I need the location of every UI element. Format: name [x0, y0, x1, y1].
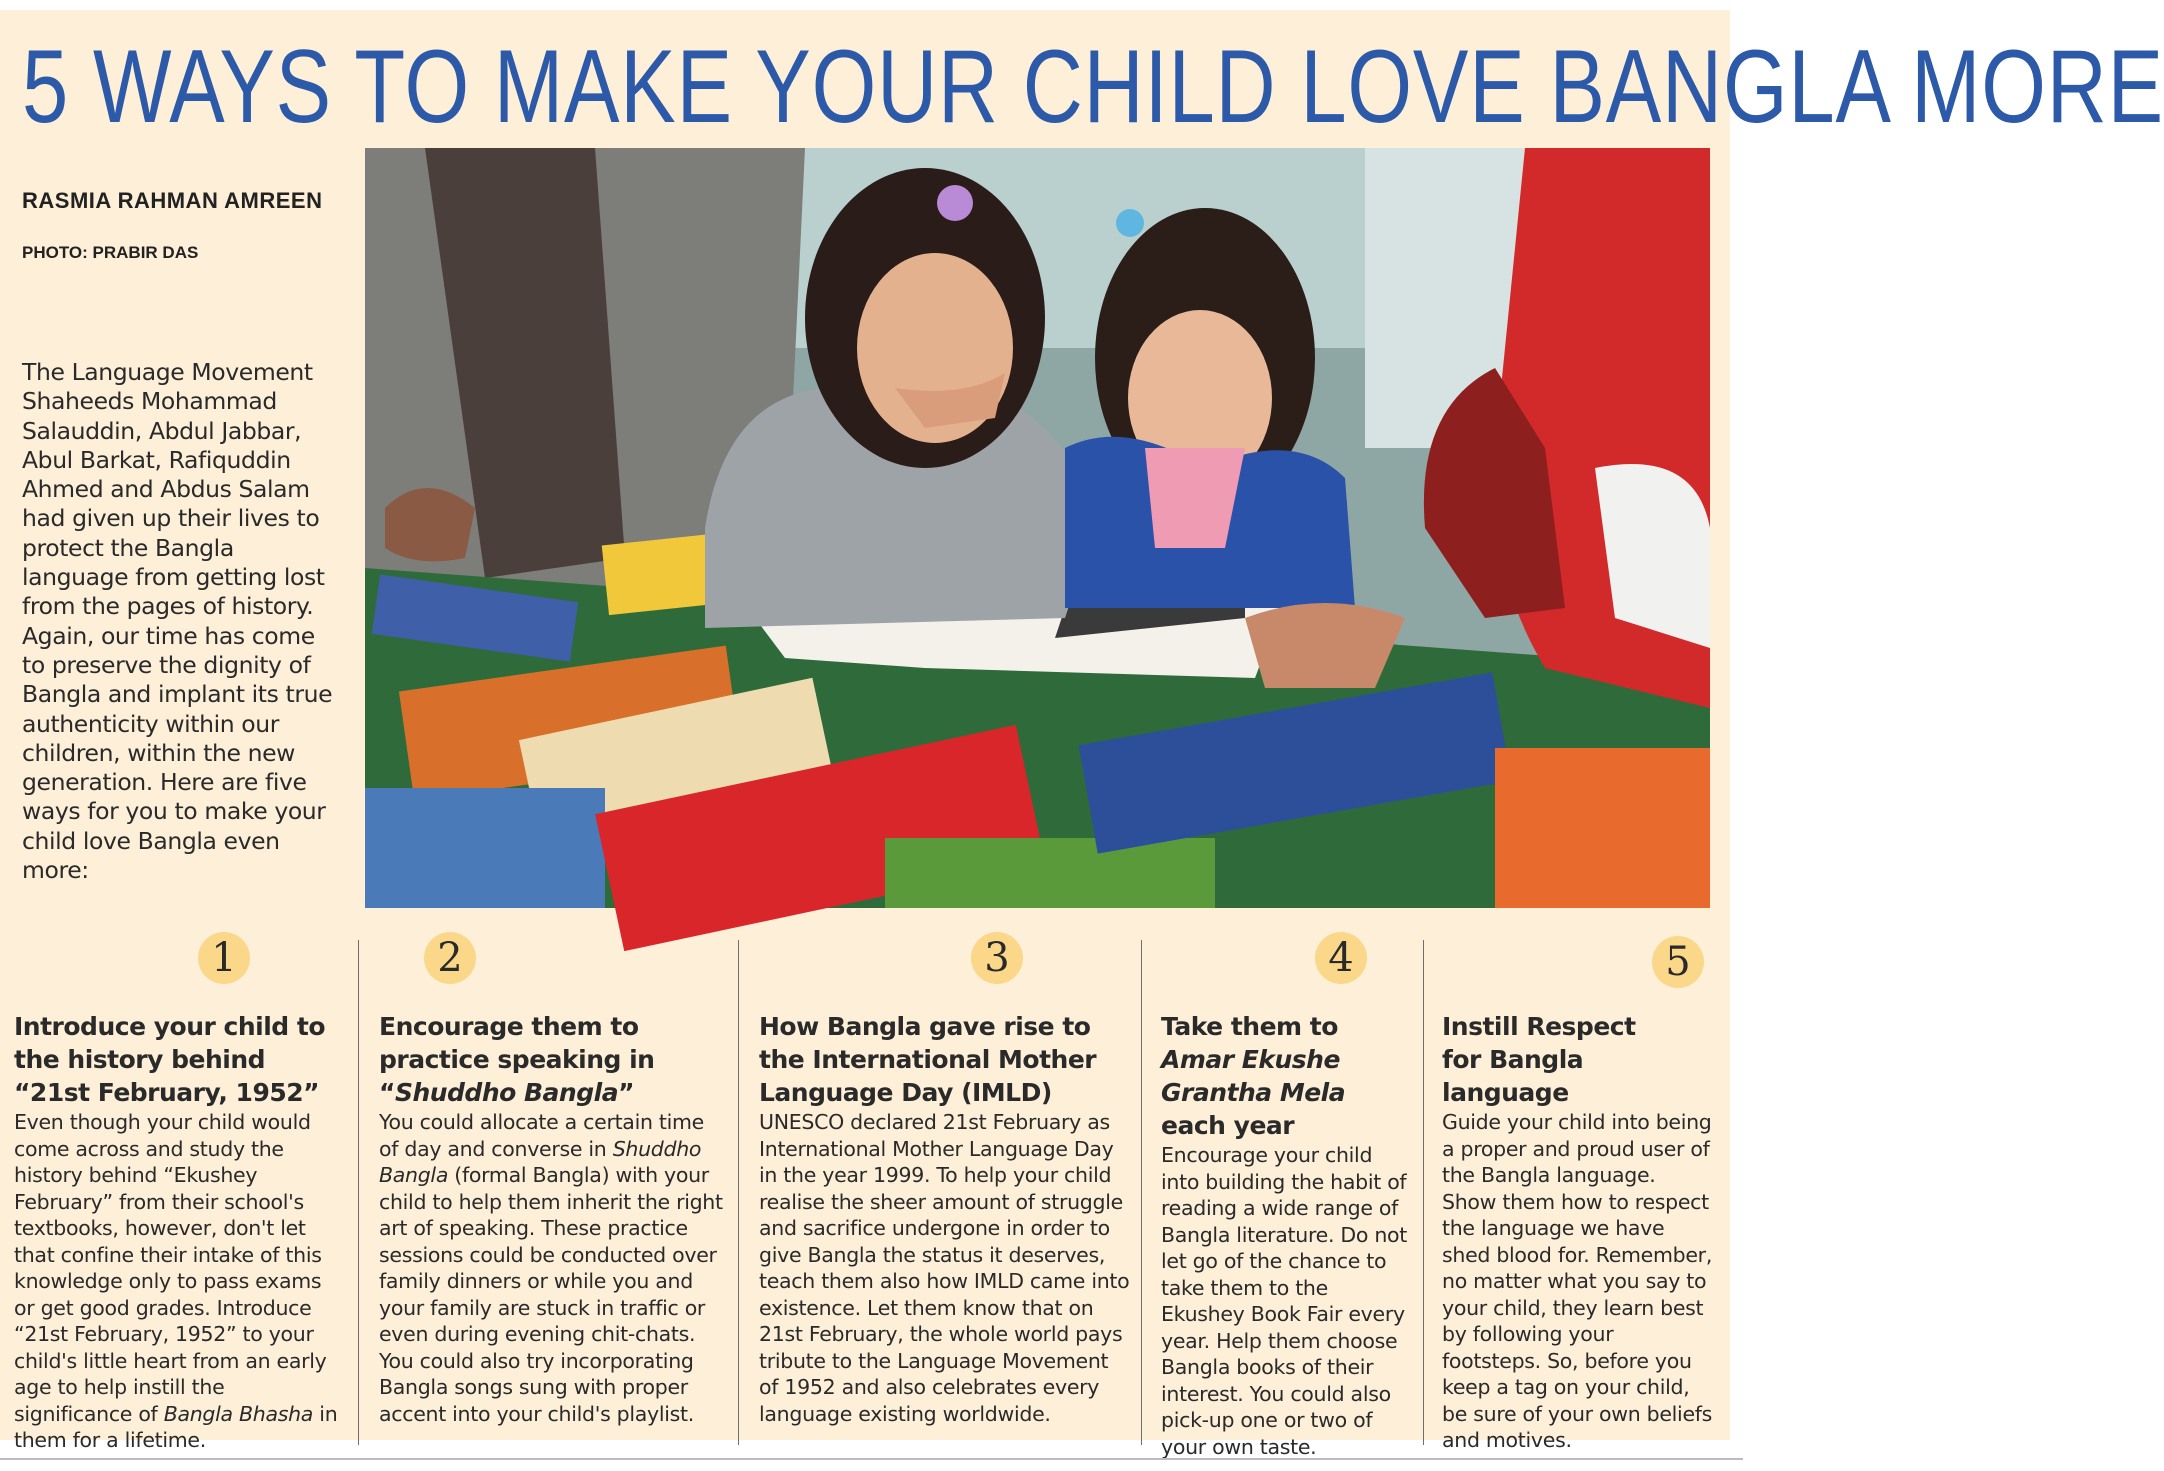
tip-body-2-text-a: You could allocate a certain time of day and converse in: [379, 1110, 704, 1161]
tip-body-1: [14, 1109, 344, 1454]
tip-heading-4-text-b: each year: [1161, 1111, 1295, 1140]
article-page: [0, 10, 2164, 1459]
tip-heading-2-emphasis: Shuddho Bangla: [394, 1078, 619, 1107]
tip-heading-4-text-a: Take them to: [1161, 1012, 1338, 1041]
photo-credit: PHOTO: PRABIR DAS: [22, 243, 199, 262]
tip-column-5: [1442, 1010, 1714, 1454]
tip-column-1: [14, 1010, 344, 1454]
tip-body-2: [379, 1109, 723, 1427]
column-divider: [1141, 940, 1142, 1445]
tip-body-3: UNESCO declared 21st February as International Mother Language Day in the year 1999. To help your child realise the sheer amount of struggle and sacrifice undergone in order to give Bangla the status it deserves, teach them also how IMLD came into existence. Let them know that on 21st February, the whole world pays tribute to the Language Movement of 1952 and also celebrates every language existing worldwide.: [759, 1110, 1130, 1426]
intro-paragraph: The Language Movement Shaheeds Mohammad Salauddin, Abdul Jabbar, Abul Barkat, Rafiquddin Ahmed and Abdus Salam had given up their lives to protect the Bangla language from getting lost from the pages of history. Again, our time has come to preserve the dignity of Bangla and implant its true authenticity within our children, within the new generation. Here are five ways for you to make your child love Bangla even more:: [22, 358, 333, 885]
tip-body-2-text-b: (formal Bangla) with your child to help them inherit the right art of speaking. These practice sessions could be conducted over family dinners or while you and your family are stuck in traffic or even during evening chit-chats. You could also try incorporating Bangla songs sung with proper accent into your child's playlist.: [379, 1163, 723, 1426]
tip-body-1-emphasis: Bangla Bhasha: [163, 1401, 314, 1426]
tip-heading-3: How Bangla gave rise to the International Mother Language Day (IMLD): [759, 1012, 1097, 1107]
tip-column-4: [1161, 1010, 1411, 1460]
article-photo: [365, 148, 1710, 908]
column-divider: [738, 940, 739, 1445]
tip-body-5: Guide your child into being a proper and proud user of the Bangla language. Show them how to respect the language we have shed blood for. Remember, no matter what you say to your child, they learn best by following your footsteps. So, before you keep a tag on your child, be sure of your own beliefs and motives.: [1442, 1110, 1713, 1452]
tip-number-1: 1: [198, 932, 250, 984]
tip-number-2: 2: [424, 932, 476, 984]
tip-number-3: 3: [971, 932, 1023, 984]
tip-number-4: 4: [1315, 932, 1367, 984]
author-byline: RASMIA RAHMAN AMREEN: [22, 188, 323, 213]
tip-column-3: [759, 1010, 1131, 1427]
tip-heading-4-emphasis: Amar Ekushe Grantha Mela: [1161, 1045, 1346, 1107]
tip-body-1-text-a: Even though your child would come across and study the history behind “Ekushey February” from their school's textbooks, however, don't let that confine their intake of this knowledge only to pass exams or get good grades. Introduce “21st February, 1952” to your child's little heart from an early age to help instill the significance of: [14, 1110, 327, 1426]
tip-heading-2-text-b: ”: [618, 1078, 635, 1107]
tip-heading-5: Instill Respect for Bangla language: [1442, 1012, 1636, 1107]
tip-body-1-text-b: in them for a lifetime.: [14, 1401, 338, 1452]
column-divider: [358, 940, 359, 1445]
tip-heading-2: [379, 1010, 723, 1109]
column-divider: [1423, 940, 1424, 1445]
tip-body-2-emphasis: Shuddho Bangla: [379, 1136, 702, 1187]
photo-of-two-girls-reading-bangla-books-icon: [365, 148, 1710, 908]
article-title: 5 WAYS TO MAKE YOUR CHILD LOVE BANGLA MORE: [22, 29, 2164, 145]
tip-heading-4: [1161, 1010, 1411, 1142]
tip-column-2: [379, 1010, 723, 1427]
tip-heading-1: Introduce your child to the history behind “21st February, 1952”: [14, 1012, 326, 1107]
bottom-rule: [0, 1458, 1743, 1460]
tip-number-5: 5: [1652, 936, 1704, 988]
tip-heading-2-text-a: Encourage them to practice speaking in “: [379, 1012, 655, 1107]
tip-body-4: Encourage your child into building the habit of reading a wide range of Bangla literature. Do not let go of the chance to take them to the Ekushey Book Fair every year. Help them choose Bangla books of their interest. You could also pick-up one or two of your own taste.: [1161, 1143, 1408, 1459]
